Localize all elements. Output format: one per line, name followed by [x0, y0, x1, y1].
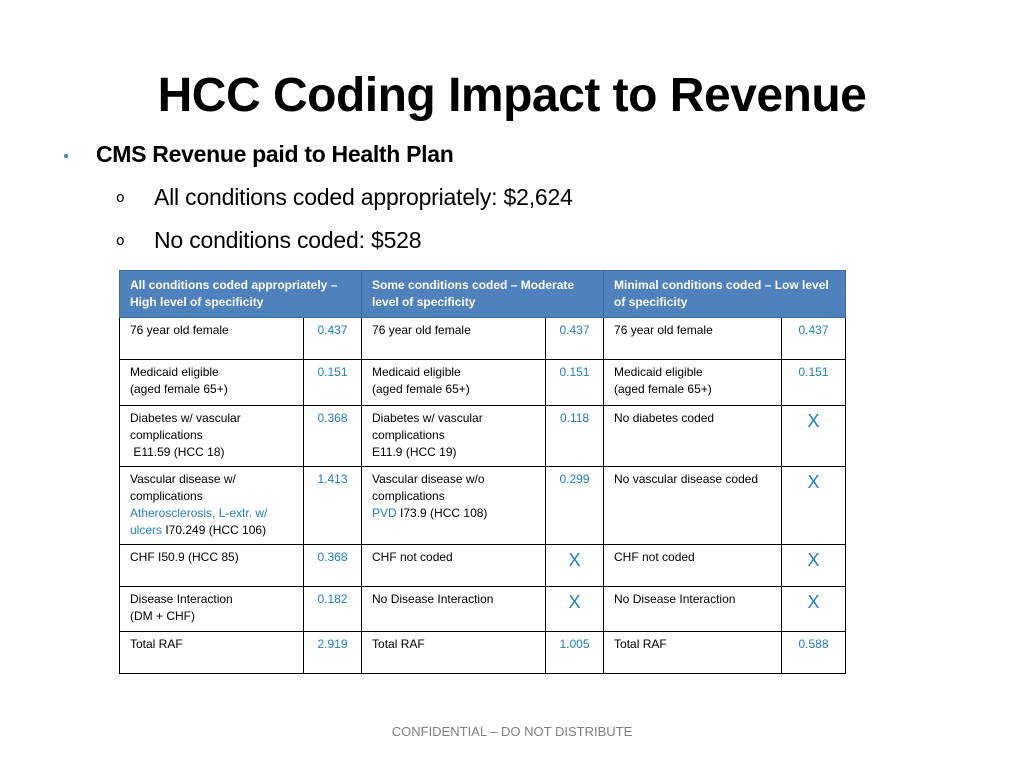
cell-value: 2.919 [304, 632, 362, 674]
cell-line: E11.59 (HCC 18) [130, 445, 225, 459]
cell-value: 0.299 [546, 467, 604, 545]
header-some-coded: Some conditions coded – Moderate level of specificity [362, 271, 604, 318]
sub-bullet-marker-icon: o [116, 232, 125, 249]
cell-label: 76 year old female [604, 318, 782, 360]
cell-value: 0.368 [304, 406, 362, 467]
cell-line: complications [130, 428, 203, 442]
cell-line: Vascular disease w/ [130, 472, 236, 486]
cell-value: 0.437 [546, 318, 604, 360]
cell-label: No Disease Interaction [604, 587, 782, 632]
cell-value: 0.151 [546, 360, 604, 406]
cell-label: Total RAF [120, 632, 304, 674]
cell-value: 1.413 [304, 467, 362, 545]
table-row [120, 467, 846, 545]
diagnosis-link-text: PVD [372, 506, 397, 520]
cell-label: No diabetes coded [604, 406, 782, 467]
cell-label [120, 467, 304, 545]
cell-value: 0.368 [304, 545, 362, 587]
table-row [120, 587, 846, 632]
cell-line: Diabetes w/ vascular [372, 411, 483, 425]
diagnosis-code: I70.249 (HCC 106) [162, 523, 267, 537]
sub-bullet-text: All conditions coded appropriately: $2,624 [154, 184, 573, 210]
sub-bullet-marker-icon: o [116, 189, 125, 206]
cell-value: 0.437 [304, 318, 362, 360]
raf-comparison-table [119, 270, 846, 674]
bullet-text: CMS Revenue paid to Health Plan [96, 141, 454, 167]
cell-line [372, 505, 539, 522]
cell-label: No vascular disease coded [604, 467, 782, 545]
diagnosis-link-text: Atherosclerosis, L-extr. w/ ulcers [130, 506, 268, 537]
cell-line: Medicaid eligible [130, 365, 219, 379]
cell-line: (aged female 65+) [614, 382, 712, 396]
table-row [120, 545, 846, 587]
table-row [120, 318, 846, 360]
cell-line: Diabetes w/ vascular [130, 411, 241, 425]
cell-label [362, 467, 546, 545]
cell-label: Total RAF [362, 632, 546, 674]
cell-label [120, 360, 304, 406]
cell-value-x: X [782, 406, 846, 467]
cell-value: 0.118 [546, 406, 604, 467]
cell-line: complications [372, 428, 445, 442]
cell-label: CHF I50.9 (HCC 85) [120, 545, 304, 587]
cell-label [362, 406, 546, 467]
cell-value: 0.437 [782, 318, 846, 360]
cell-label: 76 year old female [362, 318, 546, 360]
cell-label: No Disease Interaction [362, 587, 546, 632]
cell-line: (aged female 65+) [130, 382, 228, 396]
cell-line: (aged female 65+) [372, 382, 470, 396]
sub-bullet-all-coded [116, 184, 573, 211]
bullet-cms-revenue [64, 141, 454, 168]
table-row-total [120, 632, 846, 674]
cell-line: Vascular disease w/o [372, 472, 485, 486]
table-row [120, 360, 846, 406]
sub-bullet-none-coded [116, 227, 421, 254]
cell-value-x: X [782, 467, 846, 545]
cell-value: 0.151 [782, 360, 846, 406]
confidential-footer: CONFIDENTIAL – DO NOT DISTRIBUTE [391, 724, 633, 739]
cell-line: (DM + CHF) [130, 609, 195, 623]
diagnosis-code: I73.9 (HCC 108) [396, 506, 488, 520]
cell-value: 0.588 [782, 632, 846, 674]
bullet-dot-icon [64, 154, 68, 158]
sub-bullet-text: No conditions coded: $528 [154, 227, 422, 253]
cell-value-x: X [782, 545, 846, 587]
table-header-row [120, 271, 846, 318]
slide-title: HCC Coding Impact to Revenue [157, 69, 867, 122]
cell-label [604, 360, 782, 406]
table-row [120, 406, 846, 467]
cell-line: Medicaid eligible [372, 365, 461, 379]
cell-label [120, 406, 304, 467]
cell-line: complications [130, 489, 203, 503]
cell-value-x: X [546, 587, 604, 632]
cell-value: 0.182 [304, 587, 362, 632]
cell-label: CHF not coded [362, 545, 546, 587]
cell-label [362, 360, 546, 406]
cell-line: Disease Interaction [130, 592, 233, 606]
cell-value: 1.005 [546, 632, 604, 674]
header-minimal-coded: Minimal conditions coded – Low level of specificity [604, 271, 846, 318]
cell-value-x: X [546, 545, 604, 587]
cell-value-x: X [782, 587, 846, 632]
header-all-coded: All conditions coded appropriately – High level of specificity [120, 271, 362, 318]
cell-label [120, 587, 304, 632]
cell-label: CHF not coded [604, 545, 782, 587]
cell-label: Total RAF [604, 632, 782, 674]
cell-line: complications [372, 489, 445, 503]
cell-label: 76 year old female [120, 318, 304, 360]
cell-line: E11.9 (HCC 19) [372, 445, 457, 459]
cell-line: Medicaid eligible [614, 365, 703, 379]
cell-line [130, 505, 297, 539]
cell-value: 0.151 [304, 360, 362, 406]
